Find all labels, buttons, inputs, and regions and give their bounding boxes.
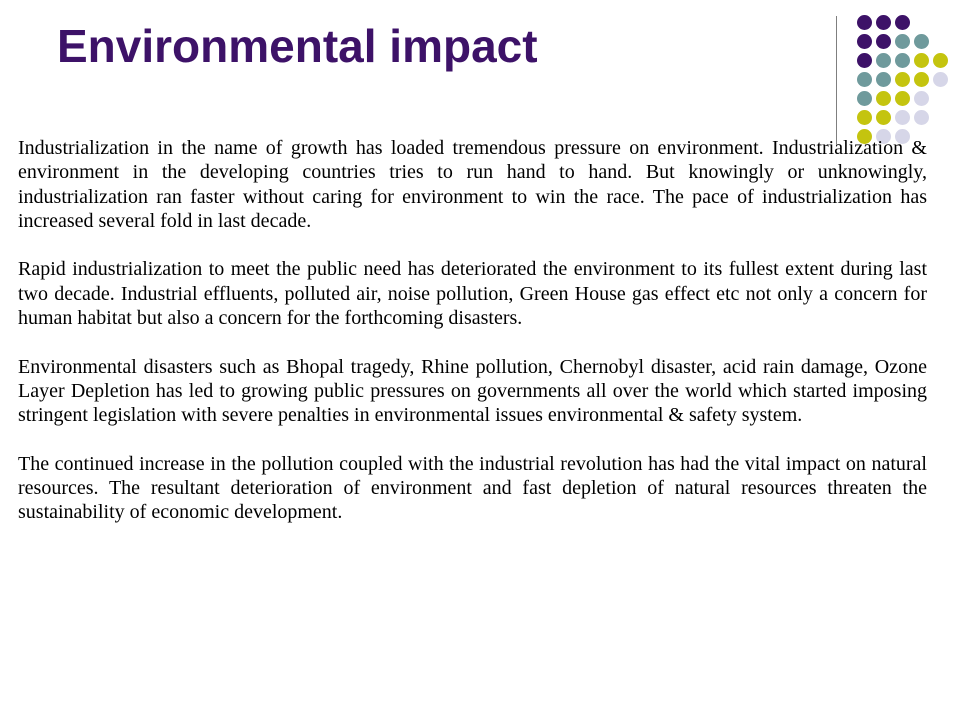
- decorative-dot: [876, 72, 891, 87]
- slide-body: [18, 136, 927, 525]
- paragraph-2: Rapid industrialization to meet the public need has deteriorated the environment to its fullest extent during last two decade. Industrial effluents, polluted air, noise pollution, Green House gas effect etc not only a concern for human habitat but also a concern for the forthcoming disasters.: [18, 258, 927, 330]
- decorative-dot: [857, 72, 872, 87]
- decorative-dot: [876, 15, 891, 30]
- decorative-dot: [857, 110, 872, 125]
- paragraph-1: Industrialization in the name of growth has loaded tremendous pressure on environment. Industrialization & environment in the developing countries tries to run hand to hand. But knowingly or unknowingly, industrialization ran faster without caring for environment to win the race. The pace of industrialization has increased several fold in last decade.: [18, 137, 927, 232]
- decorative-dot: [895, 53, 910, 68]
- divider-line: [836, 16, 837, 144]
- decorative-dot: [857, 34, 872, 49]
- decorative-dot: [914, 34, 929, 49]
- paragraph-3: Environmental disasters such as Bhopal tragedy, Rhine pollution, Chernobyl disaster, acid rain damage, Ozone Layer Depletion has led to growing public pressures on governments all over the world which started imposing stringent legislation with severe penalties in environmental issues environmental & safety system.: [18, 355, 927, 427]
- decorative-dot: [857, 53, 872, 68]
- paragraph-4: The continued increase in the pollution coupled with the industrial revolution has had the vital impact on natural resources. The resultant deterioration of environment and fast depletion of natural resources threaten the sustainability of economic development.: [18, 452, 927, 524]
- decorative-dot: [876, 34, 891, 49]
- decorative-dot: [895, 34, 910, 49]
- decorative-dot: [895, 91, 910, 106]
- decorative-dot: [914, 72, 929, 87]
- decorative-dot: [876, 91, 891, 106]
- decorative-dot: [876, 110, 891, 125]
- slide-title: Environmental impact: [57, 20, 538, 72]
- decorative-dot: [876, 53, 891, 68]
- decorative-dot: [933, 53, 948, 68]
- decorative-dot: [895, 15, 910, 30]
- decorative-dot: [914, 110, 929, 125]
- decorative-dot: [914, 91, 929, 106]
- decorative-dot: [895, 72, 910, 87]
- decorative-dot: [933, 72, 948, 87]
- decorative-dot: [895, 110, 910, 125]
- decorative-dot: [914, 53, 929, 68]
- decorative-dot: [857, 91, 872, 106]
- decorative-dot: [857, 15, 872, 30]
